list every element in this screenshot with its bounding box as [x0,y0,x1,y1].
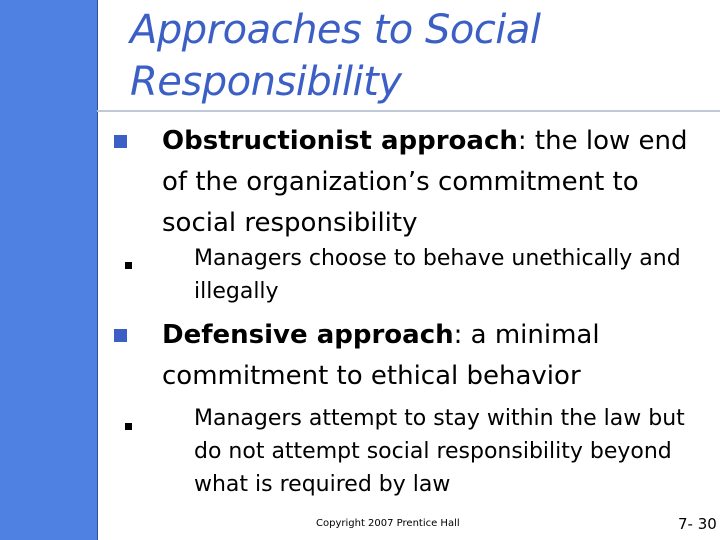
title-divider [97,110,720,112]
term-obstructionist: Obstructionist approach [162,126,518,156]
definition-obstructionist: the low end of the organization’s commitment to social responsibility [162,126,688,238]
bullet-point-defensive [162,315,707,397]
term-separator: : [517,126,527,156]
sub-point-defensive: Managers attempt to stay within the law but do not attempt social responsibility beyond what is required by law [194,406,685,497]
bullet-point-obstructionist [162,121,707,244]
definition-defensive: a minimal commitment to ethical behavior [162,320,600,391]
title-line-1: Approaches to Social [130,7,541,53]
slide-title [130,4,690,108]
term-separator: : [453,320,463,350]
square-sub-bullet-icon [125,262,132,269]
square-bullet-icon [114,135,127,148]
slide-accent-bar [0,0,97,540]
square-sub-bullet-icon [125,423,132,430]
page-number: 7- 30 [678,515,717,533]
copyright-footer: Copyright 2007 Prentice Hall [316,518,460,529]
title-line-2: Responsibility [130,59,402,105]
term-defensive: Defensive approach [162,320,454,350]
sub-point-obstructionist: Managers choose to behave unethically and illegally [194,246,681,304]
square-bullet-icon [114,329,127,342]
accent-bar-edge [97,0,98,540]
